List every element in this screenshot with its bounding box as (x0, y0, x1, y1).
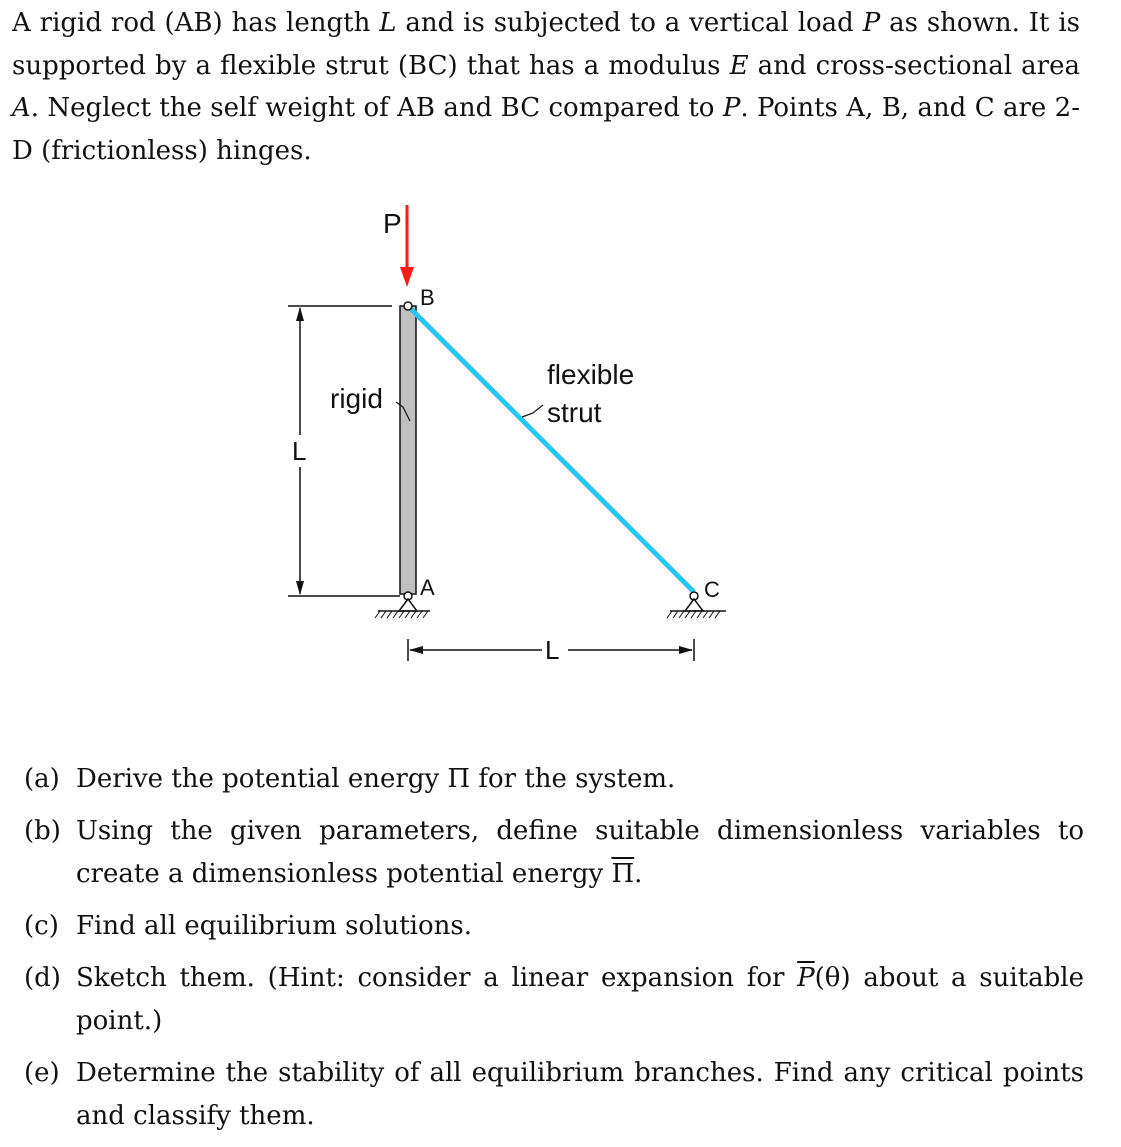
part-text (76, 810, 1084, 896)
support-c-hatch (667, 611, 720, 618)
part-label: (e) (24, 1058, 60, 1088)
question-part-d (24, 957, 1084, 1043)
part-text: Derive the potential energy Π for the system. (76, 764, 676, 794)
part-text-segment: Sketch them. (Hint: consider a linear expansion for (76, 963, 798, 993)
hinge-b (404, 302, 412, 310)
symbol-load: P (862, 8, 881, 38)
support-c-triangle (685, 599, 703, 611)
part-label: (c) (24, 911, 59, 941)
question-part-a (24, 758, 1084, 801)
load-label: P (383, 208, 402, 239)
height-label: L (292, 436, 307, 466)
part-text (76, 957, 1084, 1043)
point-c-label: C (704, 577, 720, 602)
problem-text: A rigid rod (AB) has length (12, 8, 380, 38)
part-text-segment: Using the given parameters, define suitable dimensionless variables to create a dimensionless potential energy (76, 816, 1084, 889)
symbol-p-bar: $\overline{P}$ (797, 963, 815, 993)
problem-text: . Points A, B, and C are 2-D (frictionless) hinges. (12, 93, 1080, 166)
part-text: Find all equilibrium solutions. (76, 911, 473, 941)
part-label: (d) (24, 963, 61, 993)
rigid-label: rigid (330, 383, 383, 414)
question-part-b (24, 810, 1084, 896)
dim-arrow-down (296, 581, 304, 595)
problem-text: and cross-sectional area (748, 50, 1081, 81)
question-parts (24, 758, 1084, 1147)
part-text-segment: (θ) about a suitable point.) (76, 963, 1084, 1036)
question-part-e (24, 1052, 1084, 1138)
support-a-hatch (375, 611, 428, 618)
support-a-triangle (399, 599, 417, 611)
problem-text: . Neglect the self weight of AB and BC compared to (30, 93, 723, 123)
point-b-label: B (420, 285, 435, 310)
question-part-c (24, 905, 1084, 948)
problem-text: and is subjected to a vertical load (396, 8, 863, 38)
symbol-length: L (379, 8, 397, 38)
part-label: (a) (24, 764, 60, 794)
structure-figure (280, 195, 740, 675)
part-label: (b) (24, 816, 61, 846)
problem-text: as shown. It is supported by a flexible strut (BC) that has a modulus (12, 8, 1080, 81)
span-arrow-right (679, 646, 693, 654)
symbol-load: P (722, 93, 741, 123)
strut-label-line1: flexible (547, 359, 635, 390)
strut-leader (522, 405, 543, 417)
load-arrowhead (400, 267, 414, 287)
strut-label-line2: strut (547, 397, 602, 428)
symbol-modulus: E (729, 50, 749, 81)
problem-statement (12, 2, 1080, 172)
span-arrow-left (409, 646, 423, 654)
point-a-label: A (420, 575, 435, 600)
symbol-area: A (12, 93, 31, 123)
part-text: Determine the stability of all equilibrium branches. Find any critical points and classify them. (76, 1058, 1084, 1131)
flexible-strut (411, 309, 694, 592)
rigid-rod (400, 306, 416, 594)
dim-arrow-up (296, 307, 304, 321)
symbol-pi-bar: $\overline{\Pi}$ (611, 859, 635, 889)
part-text-segment: . (634, 859, 643, 889)
span-label: L (545, 635, 560, 665)
